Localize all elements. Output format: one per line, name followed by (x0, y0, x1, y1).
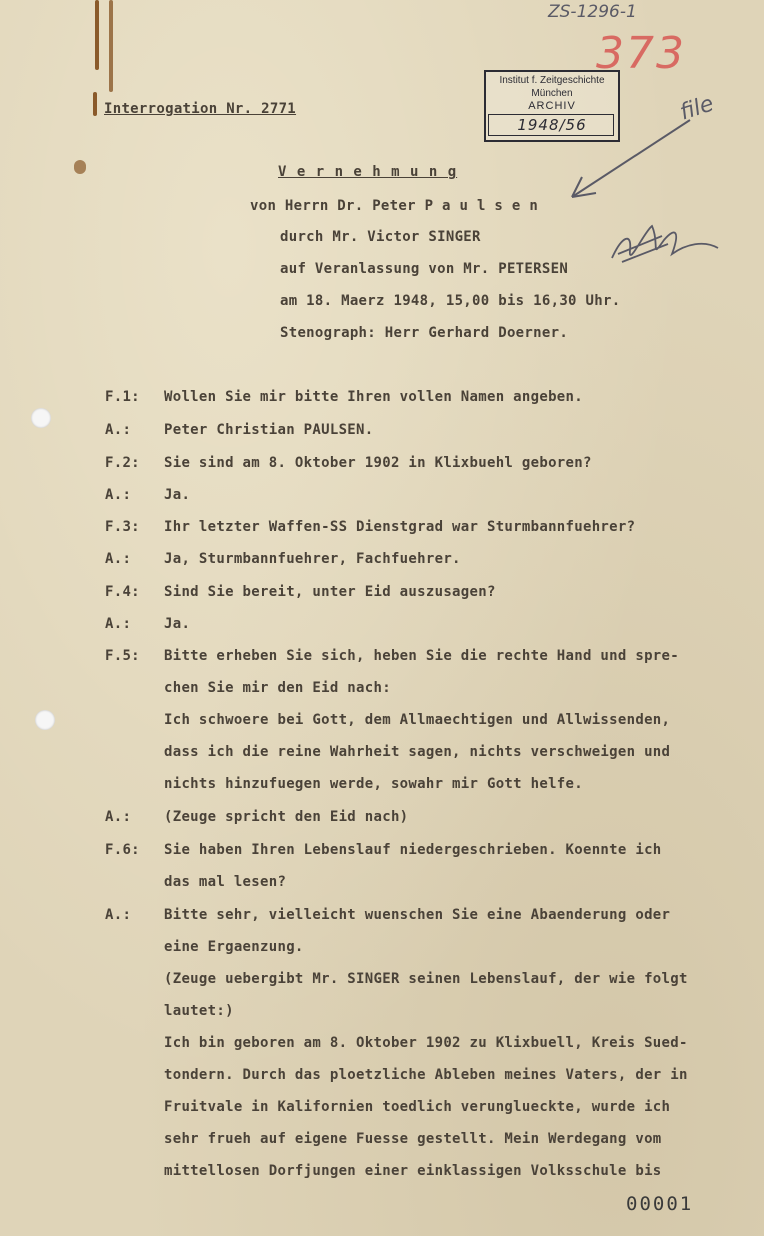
stamp-archive: ARCHIV (528, 100, 576, 112)
dialogue-line: Bitte sehr, vielleicht wuenschen Sie eine Abaenderung oder (164, 907, 671, 923)
dialogue-line: eine Ergaenzung. (164, 939, 304, 955)
dialogue-line: tondern. Durch das ploetzliche Ableben meines Vaters, der in (164, 1067, 688, 1083)
speaker-label: F.5: (105, 648, 140, 664)
header-line-requested-by: auf Veranlassung von Mr. PETERSEN (280, 261, 569, 277)
dialogue-line: (Zeuge uebergibt Mr. SINGER seinen Lebenslauf, der wie folgt (164, 971, 688, 987)
speaker-label: F.1: (105, 389, 140, 405)
dialogue-line: Ja. (164, 487, 191, 503)
red-page-number: 373 (596, 28, 686, 79)
punch-hole (31, 408, 51, 428)
dialogue-line: nichts hinzufuegen werde, sowahr mir Gott helfe. (164, 776, 583, 792)
speaker-label: F.6: (105, 842, 140, 858)
dialogue-line: Bitte erheben Sie sich, heben Sie die rechte Hand und spre- (164, 648, 679, 664)
archive-reference: ZS-1296-1 (548, 2, 637, 22)
speaker-label: F.3: (105, 519, 140, 535)
dialogue-line: Fruitvale in Kalifornien toedlich verunglueckte, wurde ich (164, 1099, 671, 1115)
speaker-label: A.: (105, 422, 132, 438)
dialogue-line: chen Sie mir den Eid nach: (164, 680, 391, 696)
speaker-label: A.: (105, 551, 132, 567)
dialogue-line: lautet:) (164, 1003, 234, 1019)
speaker-label: A.: (105, 616, 132, 632)
stamp-number: 1948/56 (517, 116, 587, 134)
dialogue-line: Sind Sie bereit, unter Eid auszusagen? (164, 584, 496, 600)
handwritten-note: file (676, 91, 717, 126)
dialogue-line: Peter Christian PAULSEN. (164, 422, 374, 438)
stamp-city: München (531, 88, 573, 99)
header-line-date: am 18. Maerz 1948, 15,00 bis 16,30 Uhr. (280, 293, 621, 309)
speaker-label: F.2: (105, 455, 140, 471)
stamp-institute: Institut f. Zeitgeschichte (499, 75, 605, 86)
dialogue-line: sehr frueh auf eigene Fuesse gestellt. Mein Werdegang vom (164, 1131, 662, 1147)
dialogue-line: mittellosen Dorfjungen einer einklassigen Volksschule bis (164, 1163, 662, 1179)
speaker-label: A.: (105, 907, 132, 923)
dialogue-line: (Zeuge spricht den Eid nach) (164, 809, 409, 825)
interrogation-number: Interrogation Nr. 2771 (104, 101, 297, 117)
speaker-label: A.: (105, 487, 132, 503)
header-line-interrogator: durch Mr. Victor SINGER (280, 229, 481, 245)
dialogue-line: dass ich die reine Wahrheit sagen, nichts verschweigen und (164, 744, 671, 760)
dialogue-line: Sie sind am 8. Oktober 1902 in Klixbuehl geboren? (164, 455, 592, 471)
speaker-label: F.4: (105, 584, 140, 600)
header-line-stenographer: Stenograph: Herr Gerhard Doerner. (280, 325, 569, 341)
dialogue-line: das mal lesen? (164, 874, 287, 890)
dialogue-line: Ja, Sturmbannfuehrer, Fachfuehrer. (164, 551, 461, 567)
handwritten-arrow-icon (0, 0, 764, 300)
speaker-label: A.: (105, 809, 132, 825)
punch-hole (35, 710, 55, 730)
dialogue-line: Ihr letzter Waffen-SS Dienstgrad war Sturmbannfuehrer? (164, 519, 636, 535)
dialogue-line: Ich schwoere bei Gott, dem Allmaechtigen und Allwissenden, (164, 712, 671, 728)
document-title: V e r n e h m u n g (278, 164, 458, 180)
dialogue-line: Sie haben Ihren Lebenslauf niedergeschrieben. Koennte ich (164, 842, 662, 858)
dialogue-line: Wollen Sie mir bitte Ihren vollen Namen angeben. (164, 389, 583, 405)
header-line-subject: von Herrn Dr. Peter P a u l s e n (250, 198, 539, 214)
dialogue-line: Ja. (164, 616, 191, 632)
dialogue-line: Ich bin geboren am 8. Oktober 1902 zu Klixbuell, Kreis Sued- (164, 1035, 688, 1051)
page-number: 00001 (626, 1193, 694, 1215)
